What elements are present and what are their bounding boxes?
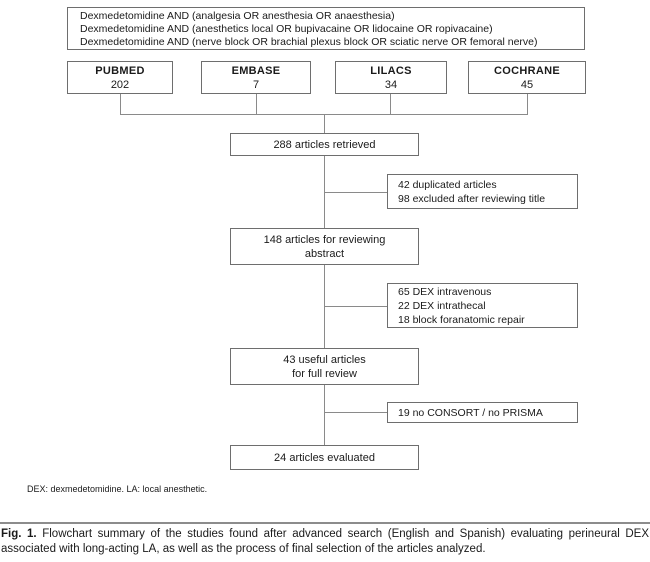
database-count-lilacs: 34: [384, 78, 398, 91]
connector-stub-pubmed: [120, 94, 121, 114]
box-useful-articles-full-review: [230, 348, 419, 385]
search-terms-box: [67, 7, 585, 50]
connector-stub-embase: [256, 94, 257, 114]
database-count-embase: 7: [252, 78, 260, 91]
abstract-review-line-2: abstract: [304, 247, 345, 260]
database-name-pubmed: PUBMED: [95, 64, 145, 77]
exclusion-2-line-3: 18 block foranatomic repair: [398, 313, 525, 326]
full-review-line-1: 43 useful articles: [283, 353, 366, 366]
connector-stub-cochrane: [527, 94, 528, 114]
exclusion-2-line-1: 65 DEX intravenous: [398, 285, 492, 298]
box-articles-retrieved: [230, 133, 419, 156]
box-articles-for-abstract-review: [230, 228, 419, 265]
exclusion-1-line-2: 98 excluded after reviewing title: [398, 192, 546, 205]
database-box-pubmed: [67, 61, 173, 94]
figure-caption-text: Flowchart summary of the studies found after advanced search (English and Spanish) evaluating perineural DEX associated with long-acting LA, as well as the process of final selection of the articles analyzed.: [1, 528, 649, 555]
caption-divider: [0, 522, 650, 524]
box-excluded-after-abstract: [387, 283, 578, 328]
database-box-lilacs: [335, 61, 447, 94]
exclusion-2-line-2: 22 DEX intrathecal: [398, 299, 486, 312]
search-term-line-2: Dexmedetomidine AND (anesthetics local OR bupivacaine OR lidocaine OR ropivacaine): [80, 23, 493, 35]
abbreviations-footnote: DEX: dexmedetomidine. LA: local anesthetic.: [27, 484, 208, 494]
articles-retrieved-text: 288 articles retrieved: [273, 138, 376, 151]
connector-branch-1: [324, 192, 387, 193]
figure-caption-label: Fig. 1.: [1, 528, 37, 540]
box-articles-evaluated: [230, 445, 419, 470]
connector-vertical-1: [324, 114, 325, 133]
articles-evaluated-text: 24 articles evaluated: [274, 451, 375, 464]
database-name-embase: EMBASE: [231, 64, 281, 77]
exclusion-1-line-1: 42 duplicated articles: [398, 178, 497, 191]
search-term-line-1: Dexmedetomidine AND (analgesia OR anesthesia OR anaesthesia): [80, 10, 395, 22]
connector-vertical-4: [324, 385, 325, 445]
connector-branch-2: [324, 306, 387, 307]
search-term-line-3: Dexmedetomidine AND (nerve block OR brachial plexus block OR sciatic nerve OR femoral nerve): [80, 36, 538, 48]
box-excluded-after-title: [387, 174, 578, 209]
exclusion-3-line-1: 19 no CONSORT / no PRISMA: [398, 406, 543, 419]
database-name-cochrane: COCHRANE: [494, 64, 560, 77]
database-count-pubmed: 202: [110, 78, 130, 91]
database-box-embase: [201, 61, 311, 94]
full-review-line-2: for full review: [292, 367, 357, 380]
database-name-lilacs: LILACS: [370, 64, 412, 77]
box-excluded-no-consort-prisma: [387, 402, 578, 423]
database-box-cochrane: [468, 61, 586, 94]
abstract-review-line-1: 148 articles for reviewing: [263, 233, 386, 246]
figure-caption: [1, 527, 649, 556]
database-count-cochrane: 45: [520, 78, 534, 91]
connector-stub-lilacs: [390, 94, 391, 114]
connector-branch-3: [324, 412, 387, 413]
